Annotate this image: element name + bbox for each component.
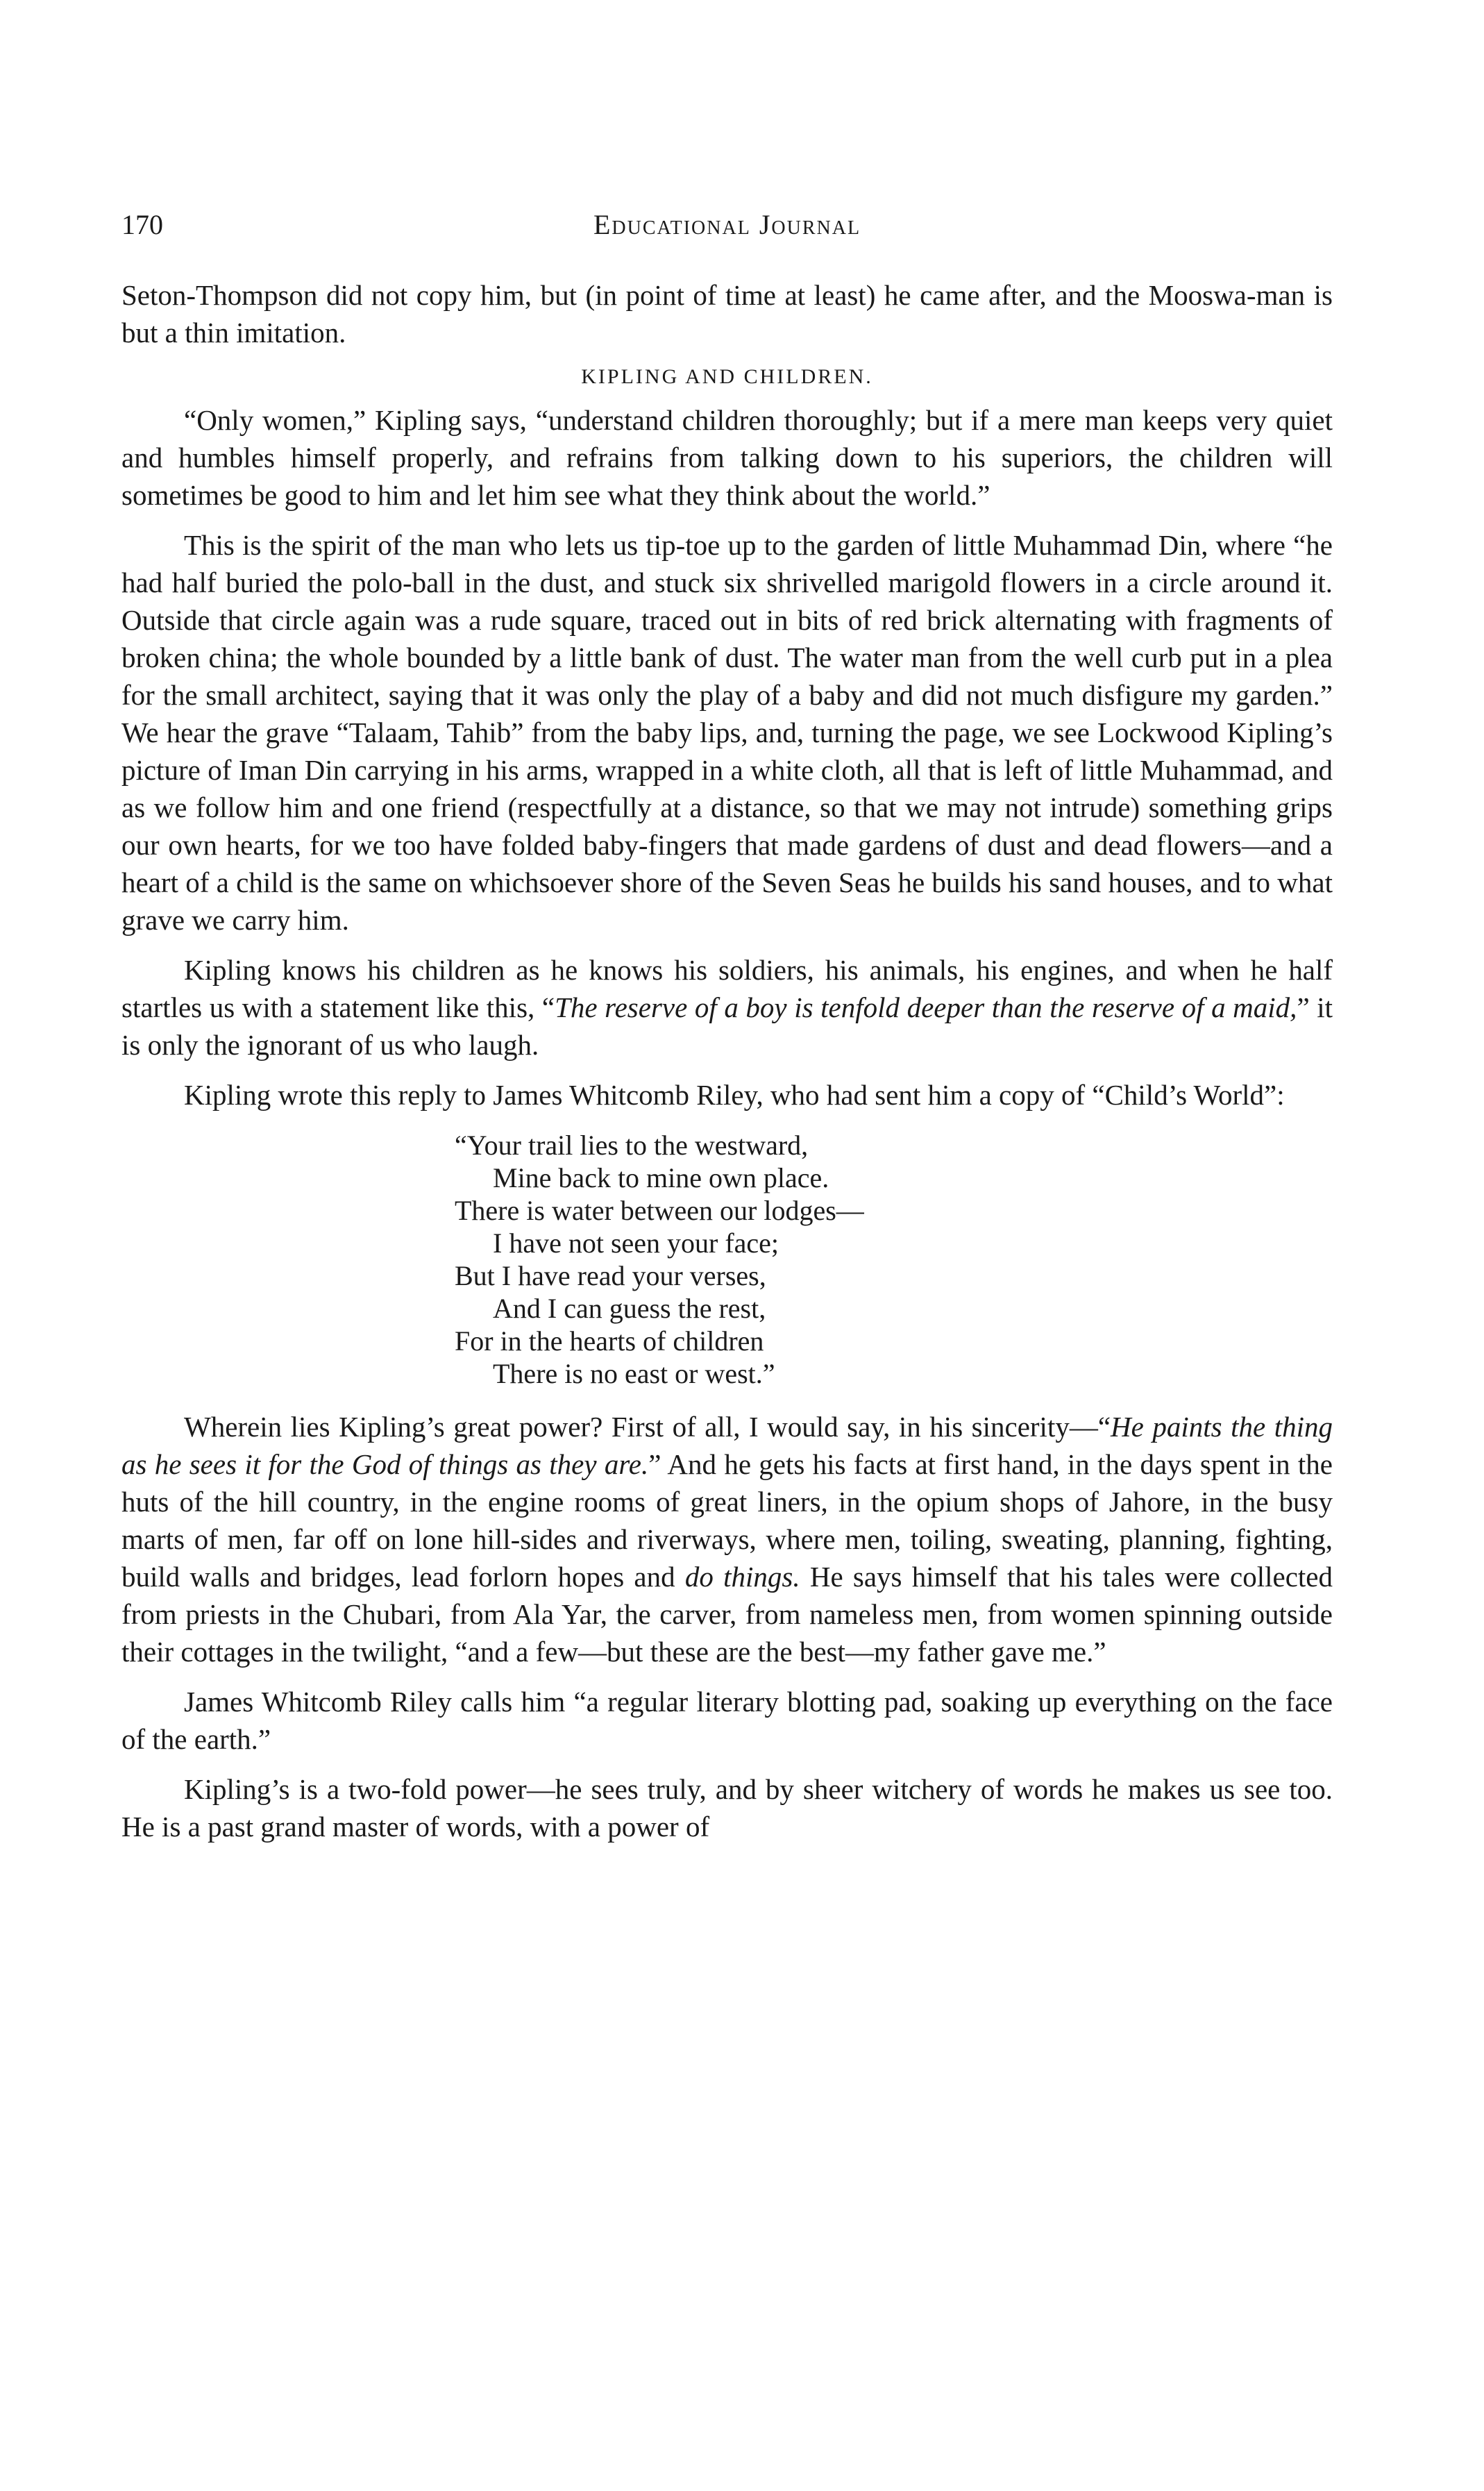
paragraph-only-women: “Only women,” Kipling says, “understand children thoroughly; but if a mere man keeps very quiet and humbles himself properly, and refrains from talking down to his superiors, the children will sometimes be good to him and let him see what they think about the world.” [121,404,1333,511]
poem-line: There is water between our lodges— [455,1195,864,1226]
poem-line: But I have read your verses, [455,1260,766,1291]
journal-title: Educational Journal [593,209,861,240]
poem [121,1129,1333,1390]
text-run: ” it is only the ignorant of us who laugh. [121,991,1333,1061]
paragraph-reserve-of-a-boy [121,951,1333,1064]
poem-line: “Your trail lies to the westward, [455,1130,809,1161]
paragraph-blotting-pad: James Whitcomb Riley calls him “a regular literary blotting pad, soaking up everything on the face of the earth.” [121,1686,1333,1755]
paragraph-reply-to-riley: Kipling wrote this reply to James Whitcomb Riley, who had sent him a copy of “Child’s World”: [184,1079,1285,1111]
italic-quote: He paints the thing as he sees it for the God of things as they are. [121,1411,1333,1480]
page-number: 170 [121,209,163,240]
poem-line: For in the hearts of children [455,1325,764,1357]
paragraph-seton-thompson: Seton-Thompson did not copy him, but (in point of time at least) he came after, and the Mooswa-man is but a thin imitation. [121,279,1333,349]
italic-phrase: do things. [684,1561,800,1593]
poem-line: I have not seen your face; [493,1227,779,1259]
paragraph-great-power [121,1408,1333,1670]
poem-line: Mine back to mine own place. [493,1162,829,1193]
text-run: ” And he gets his facts at first hand, in the days spent in the huts of the hill country, in the engine rooms of great liners, in the opium shops of Jahore, in the busy marts of men, far off on lone hill-sides and riverways, where men, toiling, sweating, planning, fighting, build walls and bridges, lead forlorn hopes and [121,1448,1333,1593]
poem-line: There is no east or west.” [493,1358,775,1389]
running-head [121,208,1333,264]
text-run: Kipling knows his children as he knows his soldiers, his animals, his engines, and when he half startles us with a statement like this, “ [121,954,1333,1023]
poem-line: And I can guess the rest, [493,1293,766,1324]
text-run: Wherein lies Kipling’s great power? First of all, I would say, in his sincerity—“ [184,1411,1111,1443]
italic-quote: The reserve of a boy is tenfold deeper than the reserve of a maid, [555,991,1297,1023]
paragraph-muhammad-din: This is the spirit of the man who lets us tip-toe up to the garden of little Muhammad Din, where “he had half buried the polo-ball in the dust, and stuck six shrivelled marigold flowers in a circle around it. Outside that circle again was a rude square, traced out in bits of red brick alternating with fragments of broken china; the whole bounded by a little bank of dust. The water man from the well curb put in a plea for the small architect, saying that it was only the play of a baby and did not much disfigure my garden.” We hear the grave “Talaam, Tahib” from the baby lips, and, turning the page, we see Lockwood Kipling’s picture of Iman Din carrying in his arms, wrapped in a white cloth, all that is left of little Muhammad, and as we follow him and one friend (respectfully at a distance, so that we may not intrude) something grips our own hearts, for we too have folded baby-fingers that made gardens of dust and dead flowers—and a heart of a child is the same on whichsoever shore of the Seven Seas he builds his sand houses, and to what grave we carry him. [121,529,1333,936]
text-run: He says himself that his tales were collected from priests in the Chubari, from Ala Yar, the carver, from nameless men, from women spinning outside their cottages in the twilight, “and a few—but these are the best—my father gave me.” [121,1561,1333,1668]
section-heading: KIPLING AND CHILDREN. [581,365,873,388]
journal-page [121,208,1333,1845]
paragraph-two-fold-power: Kipling’s is a two-fold power—he sees truly, and by sheer witchery of words he makes us see too. He is a past grand master of words, with a power of [121,1773,1333,1843]
